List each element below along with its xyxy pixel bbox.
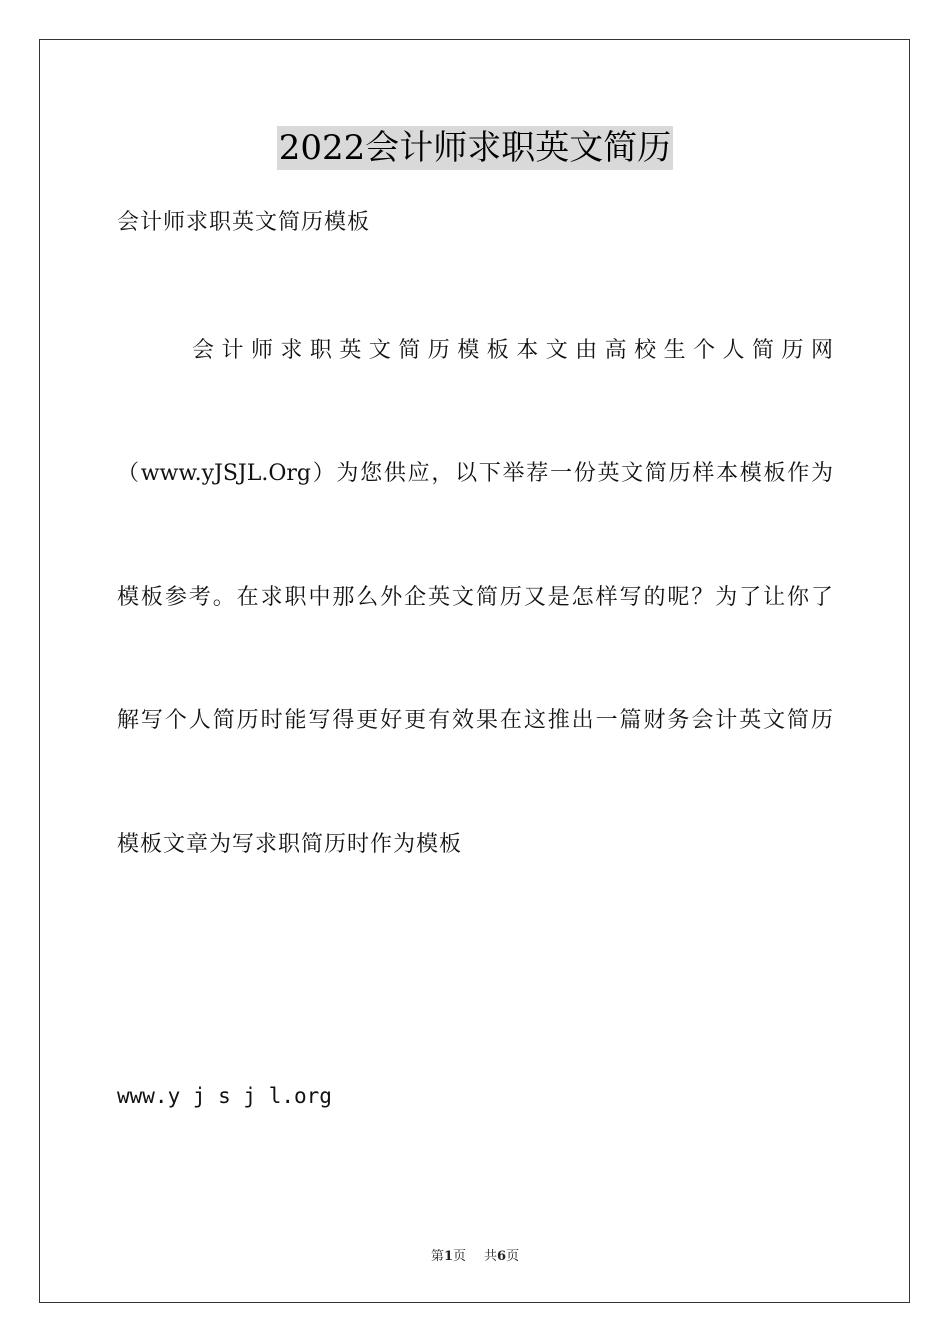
page-current-number: 1 bbox=[443, 1249, 453, 1264]
paragraph-line-3: 模板参考。在求职中那么外企英文简历又是怎样写的呢？为了让你了 bbox=[117, 585, 833, 610]
page-footer bbox=[0, 1248, 950, 1266]
document-subtitle: 会计师求职英文简历模板 bbox=[117, 210, 371, 235]
page-total-number: 6 bbox=[497, 1249, 507, 1264]
page-prefix: 第 bbox=[430, 1249, 444, 1264]
total-prefix: 共 bbox=[484, 1249, 498, 1264]
paragraph-line-4: 解写个人简历时能写得更好更有效果在这推出一篇财务会计英文简历 bbox=[117, 708, 833, 733]
paragraph-line-2: （www.yJSJL.Org）为您供应，以下举荐一份英文简历样本模板作为 bbox=[117, 461, 833, 486]
total-suffix: 页 bbox=[506, 1249, 520, 1264]
page-suffix: 页 bbox=[452, 1249, 466, 1264]
website-url-text: www.y j s j l.org bbox=[117, 1084, 332, 1108]
paragraph-line-1: 会计师求职英文简历模板本文由高校生个人简历网 bbox=[192, 338, 833, 363]
title-container bbox=[0, 126, 950, 170]
paragraph-line-5: 模板文章为写求职简历时作为模板 bbox=[117, 832, 463, 857]
document-title: 2022会计师求职英文简历 bbox=[278, 128, 672, 168]
